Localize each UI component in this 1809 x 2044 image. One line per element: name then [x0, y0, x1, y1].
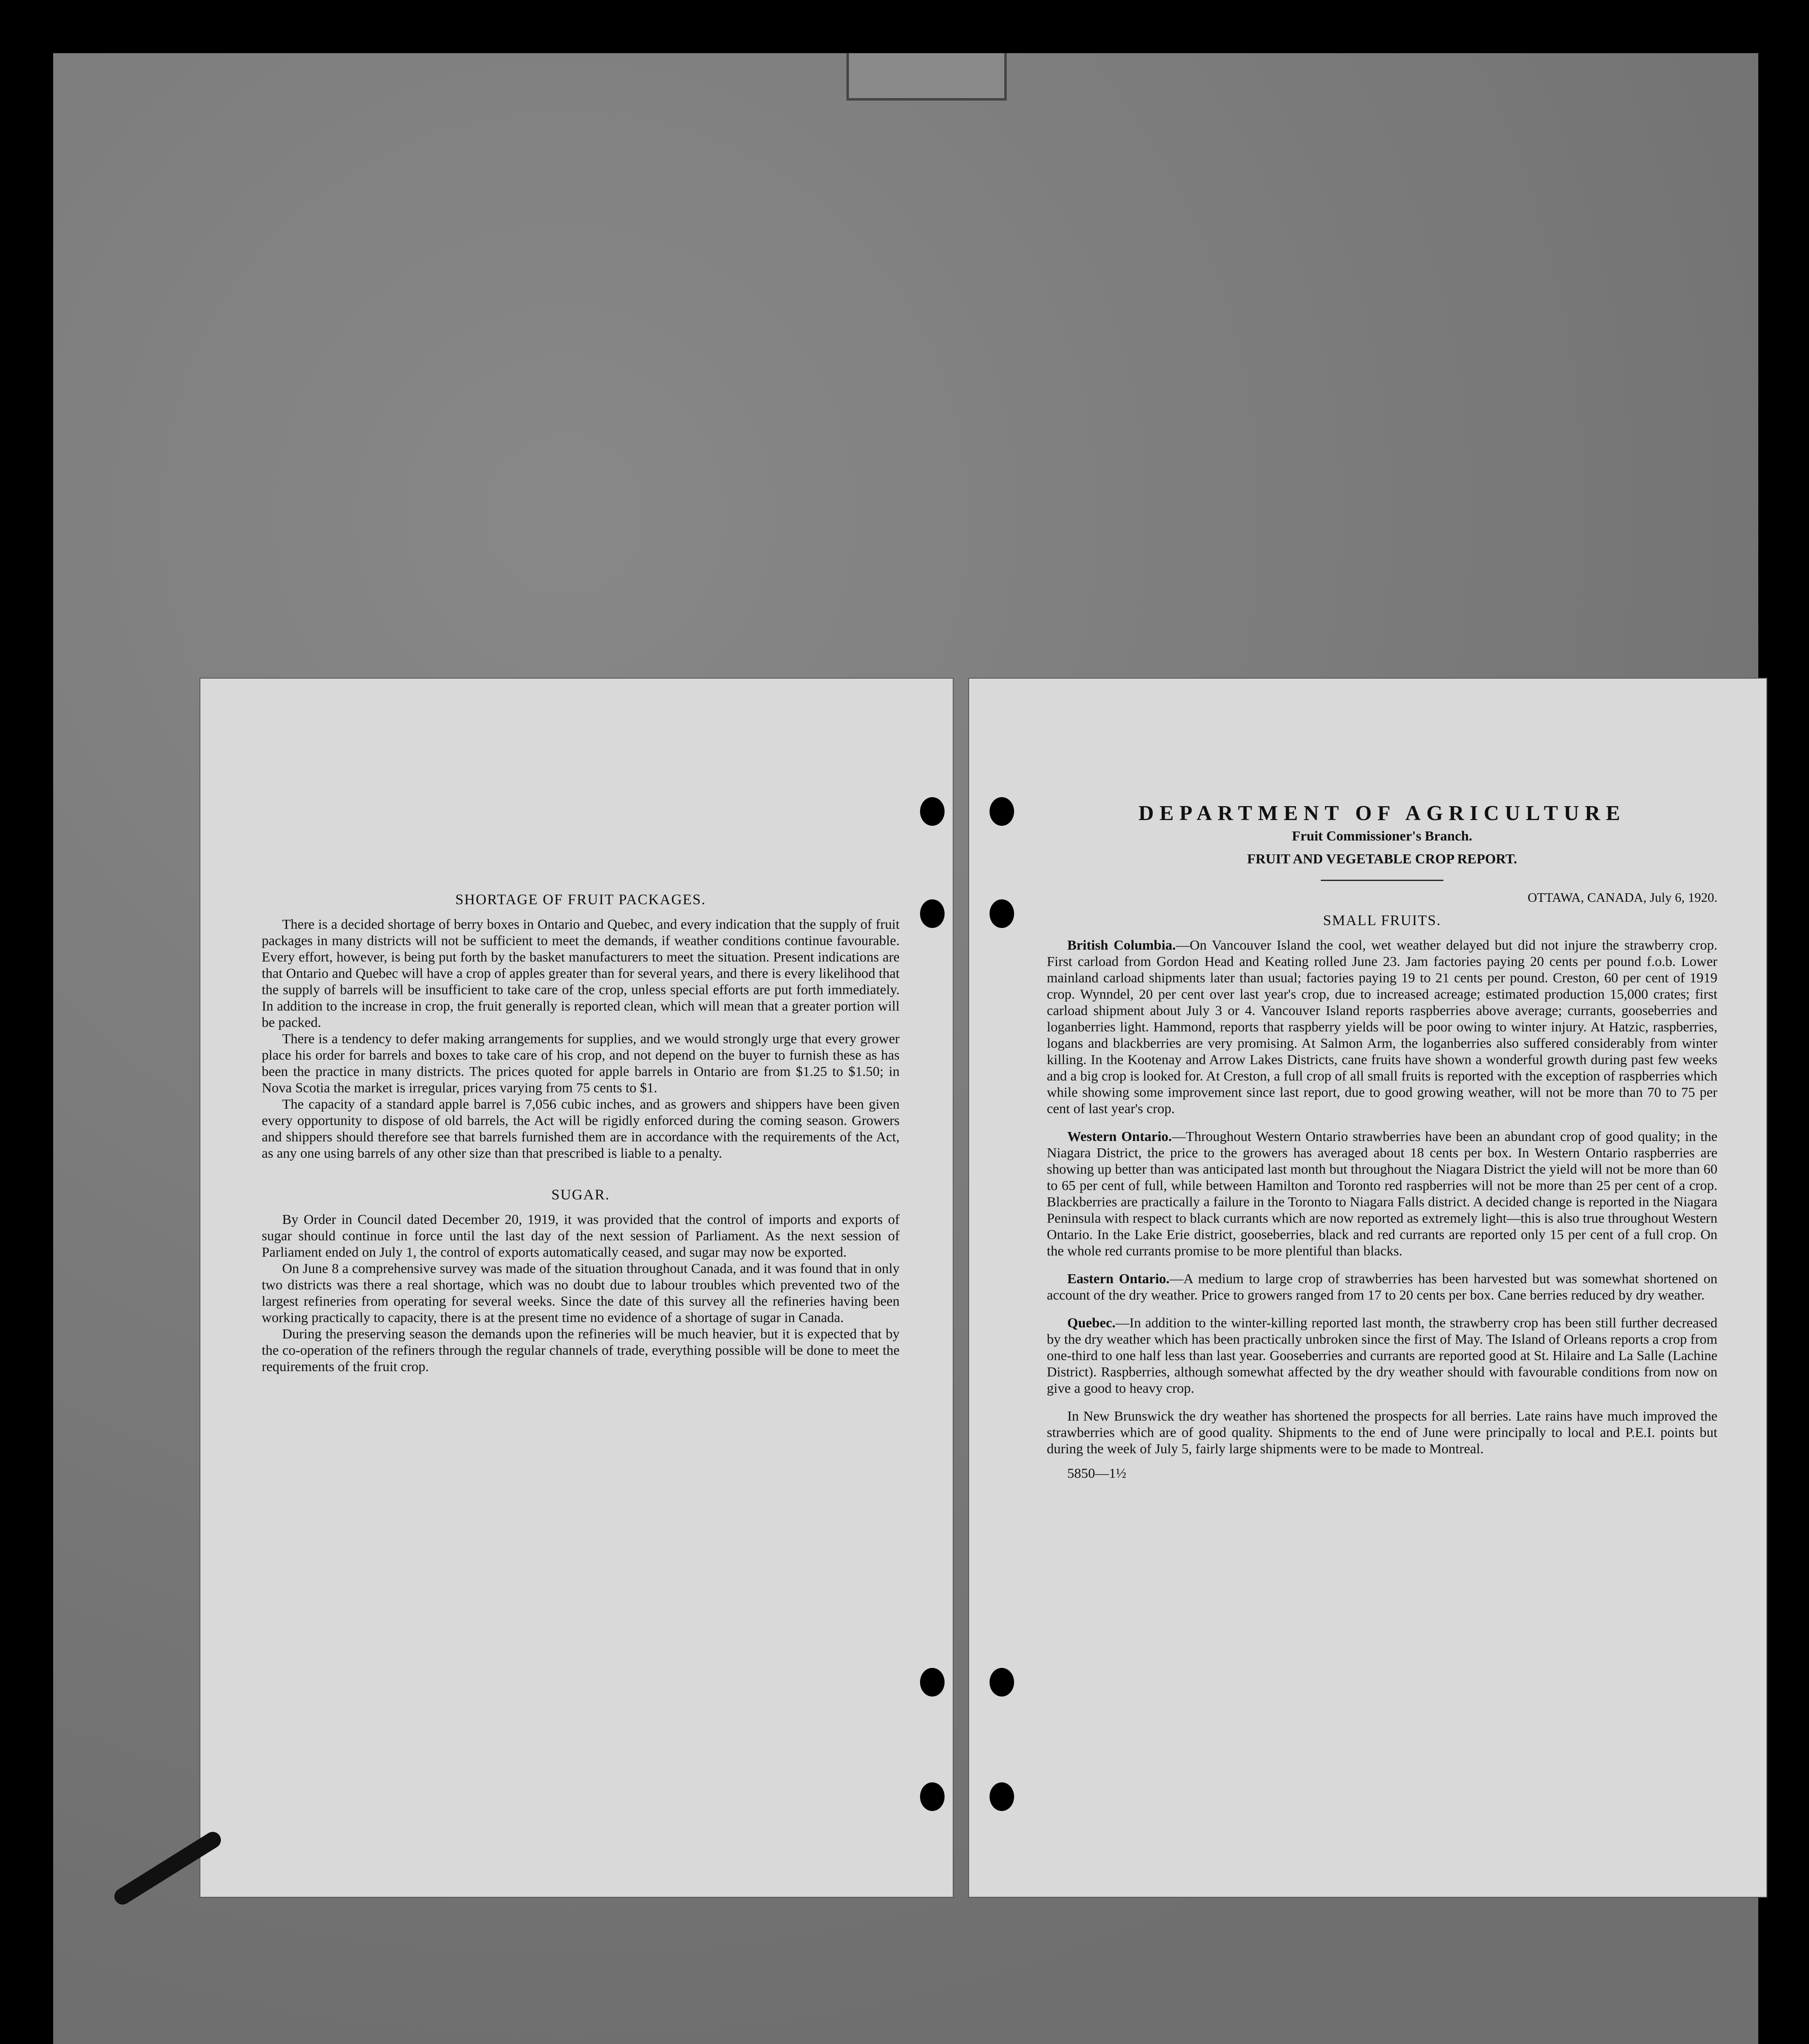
branch-name: Fruit Commissioner's Branch. [1292, 829, 1472, 844]
region-name: Eastern Ontario. [1067, 1271, 1170, 1286]
binder-hole [990, 797, 1014, 826]
paragraph: On June 8 a comprehensive survey was made of the situation throughout Canada, and it was found that in only two districts was there a real shortage, which was no doubt due to labour troubles which prevented two of the largest refineries from operating for several weeks. Since the date of this survey all the refineries having been working practically to capacity, there is at the present time no evidence of a shortage of sugar in Canada. [262, 1261, 900, 1325]
region-text: —In addition to the winter-killing reported last month, the strawberry crop has been still further decreased by the dry weather which has been practically unbroken since the first of May. The Island of Orleans reports a crop from one-third to one half less than last year. Gooseberries and currants are reported good at St. Hilaire and La Salle (Lachine District). Raspberries, although somewhat affected by the dry weather should with favourable conditions from now on give a good to heavy crop. [1047, 1316, 1717, 1396]
section-heading-sugar: SUGAR. [551, 1186, 610, 1203]
title-divider [1321, 880, 1443, 881]
paragraph: By Order in Council dated December 20, 1919, it was provided that the control of imports and exports of sugar should continue in force until the last day of the next session of Parliament. As the next session of Parliament ended on July 1, the control of exports automatically ceased, and sugar may now be exported. [262, 1212, 900, 1260]
binder-hole [920, 1668, 945, 1697]
region-name: Western Ontario. [1067, 1129, 1172, 1144]
region-name: British Columbia. [1067, 938, 1176, 953]
region-name: Quebec. [1067, 1316, 1116, 1331]
region-text: —On Vancouver Island the cool, wet weather delayed but did not injure the strawberry crop. First carload from Gordon Head and Keating rolled June 23. Jam factories paying 20 cents per pound f.o.b. Lower mainland carload shipments later than usual; factories paying 19 to 21 cents per pound. Creston, 60 per cent of 1919 crop. Wynndel, 20 per cent over last year's crop, due to increased acreage; estimated production 15,000 crates; first carload shipment about July 3 or 4. Vancouver Island reports raspberries above average; currants, gooseberries and loganberries light. Hammond, reports that raspberry yields will be poor owing to winter injury. At Hatzic, raspberries, logans and blackberries are very promising. At Salmon Arm, the loganberries also suffered considerably from winter killing. In the Kootenay and Arrow Lakes Districts, cane fruits have shown a wonderful growth during past few weeks and a big crop is looked for. At Creston, a full crop of all small fruits is reported with the exception of raspberries which while showing some improvement since last report, due to good growing weather, will not be more than 70 to 75 per cent of last year's crop. [1047, 938, 1717, 1116]
closing-paragraph: In New Brunswick the dry weather has shortened the prospects for all berries. Late rains have much improved the strawberries which are of good quality. Shipments to the end of June were principally to local and P.E.I. points but during the week of July 5, fairly large shipments were to be made to Montreal. [1047, 1409, 1717, 1457]
binder-hole [920, 1782, 945, 1811]
binder-hole [920, 797, 945, 826]
section-heading-packages: SHORTAGE OF FRUIT PACKAGES. [455, 891, 706, 908]
binder-hole [990, 1668, 1014, 1697]
left-page [200, 679, 953, 1897]
paragraph: There is a tendency to defer making arrangements for supplies, and we would strongly urge that every grower place his order for barrels and boxes to take care of his crop, and not depend on the buyer to furnish these as has been the practice in many districts. The prices quoted for apple barrels in Ontario are from $1.25 to $1.50; in Nova Scotia the market is irregular, prices varying from 75 cents to $1. [262, 1031, 900, 1096]
binder-hole [990, 899, 1014, 928]
dateline: OTTAWA, CANADA, July 6, 1920. [1527, 890, 1717, 905]
left-page-body [262, 891, 900, 1375]
region-paragraph [1047, 937, 1717, 1117]
binder-hole [920, 899, 945, 928]
footer-code: 5850—1½ [1067, 1466, 1127, 1481]
paragraph: There is a decided shortage of berry boxes in Ontario and Quebec, and every indication that the supply of fruit packages in many districts will not be sufficient to meet the demands, if weather conditions continue favourable. Every effort, however, is being put forth by the basket manufacturers to meet the situation. Present indications are that Ontario and Quebec will have a crop of apples greater than for several years, and there is every likelihood that the supply of barrels will be insufficient to take care of the crop, unless special efforts are put forth immediately. In addition to the increase in crop, the fruit generally is reported clean, which will mean that a greater portion will be packed. [262, 917, 900, 1030]
paragraph: During the preserving season the demands upon the refineries will be much heavier, but it is expected that by the co-operation of the refiners through the regular channels of trade, everything possible will be done to meet the requirements of the fruit crop. [262, 1327, 900, 1374]
region-text: —A medium to large crop of strawberries has been harvested but was somewhat shortened on account of the dry weather. Price to growers ranged from 17 to 20 cents per box. Cane berries reduced by dry weather. [1047, 1271, 1717, 1303]
region-text: —Throughout Western Ontario strawberries have been an abundant crop of good quality; in the Niagara District, the price to the growers has averaged about 18 cents per box. In Western Ontario raspberries are showing up better than was anticipated last month but throughout the Niagara District the yield will not be more than 60 to 65 per cent of full, while between Hamilton and Toronto red raspberries will not be more than 25 per cent of a crop. Blackberries are practically a failure in the Toronto to Niagara Falls district. A decided change is reported in the Niagara Peninsula with respect to black currants which are now reported as extremely light—this is also true throughout Western Ontario. In the Lake Erie district, gooseberries, black and red currants are reported only 15 per cent of a full crop. On the whole red currants promise to be more plentiful than blacks. [1047, 1129, 1717, 1259]
right-page [969, 679, 1766, 1897]
region-paragraph [1047, 1315, 1717, 1397]
region-paragraph [1047, 1271, 1717, 1304]
mounting-board [53, 53, 1758, 2044]
binder-tab [846, 53, 1007, 101]
region-paragraph [1047, 1129, 1717, 1260]
section-heading-small-fruits: SMALL FRUITS. [1323, 912, 1441, 928]
paragraph: The capacity of a standard apple barrel is 7,056 cubic inches, and as growers and shippers have been given every opportunity to dispose of old barrels, the Act will be rigidly enforced during the coming season. Growers and shippers should therefore see that barrels furnished them are in accordance with the requirements of the Act, as any one using barrels of any other size than that prescribed is liable to a penalty. [262, 1097, 900, 1161]
report-title: FRUIT AND VEGETABLE CROP REPORT. [1247, 852, 1517, 867]
right-page-body [1047, 802, 1717, 1482]
department-title: DEPARTMENT OF AGRICULTURE [1138, 802, 1626, 825]
binder-hole [990, 1782, 1014, 1811]
